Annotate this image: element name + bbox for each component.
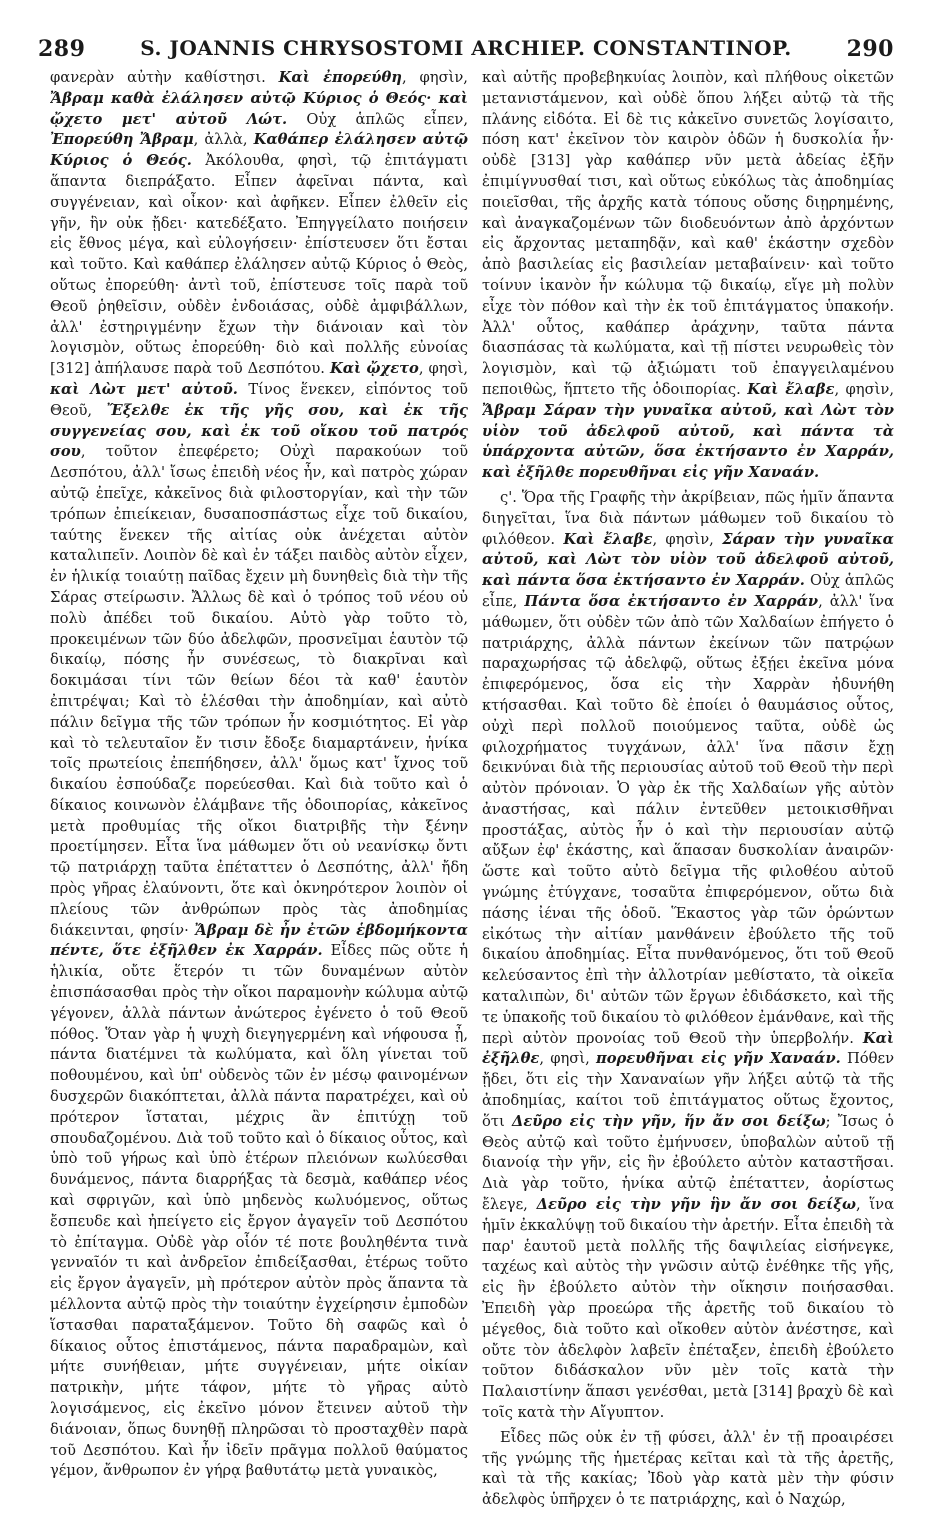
scripture-quote: Καθάπερ ἐλάλησεν αὐτῷ Κύριος ὁ Θεός. <box>50 131 468 170</box>
body-text: , ἀλλὰ, <box>193 131 254 149</box>
scripture-quote: Ἄβραμ δὲ ἦν ἐτῶν ἑβδομήκοντα πέντε, ὅτε ἐξῆλθεν ἐκ Χαρράν. <box>50 921 468 960</box>
body-text: Ἀκόλουθα, φησὶ, τῷ ἐπιτάγματι ἅπαντα διεπράξατο. Εἶπεν ἀφεῖναι πάντα, καὶ συγγένειαν, καὶ οἶκον· καὶ ἀφῆκεν. Εἶπεν ἐλθεῖν εἰς γῆν, ἣν οὐκ ᾔδει· κατεδέξατο. Ἐπηγγείλατο ποιήσειν εἰς ἔθνος μέγα, καὶ εὐλογήσειν· ἐπίστευσεν ὅτι ἔσται καὶ τοῦτο. Καὶ καθάπερ ἐλάλησεν αὐτῷ Κύριος ὁ Θεὸς, οὕτως ἐπορεύθη· ἀντὶ τοῦ, ἐπίστευσε τοῖς παρὰ τοῦ Θεοῦ ῥηθεῖσιν, οὐδὲν ἐνδοιάσας, οὐδὲ ἀμφιβάλλων, ἀλλ' ἐστηριγμένην ἔχων τὴν διάνοιαν καὶ τὸν λογισμὸν, οὕτως ἐπορεύθη· διὸ καὶ πολλῆς εὐνοίας [312] ἀπήλαυσε παρὰ τοῦ Δεσπότου. <box>50 152 468 378</box>
running-header <box>38 36 894 62</box>
left-column <box>50 68 468 1528</box>
scripture-quote: Ἄβραμ καθὰ ἐλάλησεν αὐτῷ Κύριος ὁ Θεός· καὶ ᾤχετο μετ' αὐτοῦ Λώτ. <box>50 89 468 128</box>
body-text: Εἶδες πῶς οὔτε ἡ ἡλικία, οὔτε ἕτερόν τι τῶν δυναμένων αὐτὸν ἐπισπάσασθαι πρὸς τὴν οἴκοι παραμονὴν κώλυμα αὐτῷ γέγονεν, ἀλλὰ πάντων ἀνώτερος ἐγένετο ὁ τοῦ Θεοῦ πόθος. Ὅταν γὰρ ἡ ψυχὴ διεγηγερμένη καὶ νήφουσα ᾖ, πάντα διατέμνει τὰ κωλύματα, καὶ ὅλη γίνεται τοῦ ποθουμένου, καὶ ὑπ' οὐδενὸς τῶν ἐν μέσῳ φαινομένων δυσχερῶν διακόπτεται, ἀλλὰ πάντα παρατρέχει, καὶ οὐ πρότερον ἵσταται, μέχρις ἂν ἐπιτύχῃ τοῦ σπουδαζομένου. Διὰ τοῦ τοῦτο καὶ ὁ δίκαιος οὗτος, καὶ ὑπὸ τοῦ γήρως καὶ ὑπὸ ἑτέρων πλειόνων κωλύεσθαι δυνάμενος, πάντα διαρρήξας τὰ δεσμὰ, καθάπερ νέος καὶ σφριγῶν, καὶ ὑπὸ μηδενὸς κωλυόμενος, οὕτως ἔσπευδε καὶ ἠπείγετο εἰς ἔργον ἀγαγεῖν τοῦ Δεσπότου τὸ ἐπίταγμα. Οὐδὲ γὰρ οἷόν τέ ποτε βουληθέντα τινὰ γενναῖόν τι καὶ ἀνδρεῖον ἐπιδείξασθαι, ἑτέρως τοῦτο εἰς ἔργον ἀγαγεῖν, μὴ πρότερον αὐτὸν πρὸς ἅπαντα τὰ μέλλοντα αὐτῷ πρὸς τὴν τοιαύτην ἐγχείρησιν ἐμποδὼν ἵστασθαι παραταξάμενον. Τοῦτο δὴ σαφῶς καὶ ὁ δίκαιος οὗτος ἐπιστάμενος, πάντα παραδραμὼν, καὶ μήτε συνήθειαν, μήτε συγγένειαν, μήτε οἰκίαν πατρικὴν, μήτε τάφον, μήτε τὸ γῆρας αὐτὸ λογισάμενος, εἰς ἐκεῖνο μόνον ἔτεινεν αὐτοῦ τὴν διάνοιαν, ὅπως δυνηθῇ πληρῶσαι τὸ προσταχθὲν παρὰ τοῦ Δεσπότου. Καὶ ἦν ἰδεῖν πρᾶγμα πολλοῦ θαύματος γέμον, ἄνθρωπον ἐν γήρᾳ βαθυτάτῳ μετὰ γυναικὸς, <box>50 942 468 1480</box>
page-number-right: 290 <box>846 36 894 62</box>
paragraph <box>482 68 894 484</box>
scripture-quote: καὶ Λὼτ μετ' αὐτοῦ. <box>50 380 238 398</box>
body-text: καὶ αὐτῆς προβεβηκυίας λοιπὸν, καὶ πλήθους οἰκετῶν μετανιστάμενον, καὶ οὐδὲ ὅπου λήξει αὐτῷ τὰ τῆς πλάνης εἰδότα. Εἰ δὲ τις κἀκεῖνο συνετῶς λογίσαιτο, πόση κατ' ἐκεῖνον τὸν καιρὸν ὁδῶν ἡ δυσκολία ἦν· οὐδὲ [313] γὰρ καθάπερ νῦν μετὰ ἀδείας ἐξῆν ἐπιμίγνυσθαί τισι, καὶ οὕτως εὐκόλως τὰς ἀποδημίας ποιεῖσθαι, τῆς ἀρχῆς κατὰ τόπους οὔσης διῃρημένης, καὶ ἀναγκαζομένων τῶν διοδευόντων ἀπὸ ἀρχόντων εἰς ἄρχοντας μεταπηδᾷν, καὶ καθ' ἑκάστην σχεδὸν ἀπὸ βασιλείας εἰς βασιλείαν μεταβαίνειν· καὶ τοῦτο τοίνυν ἱκανὸν ἦν κώλυμα τῷ δικαίῳ, εἴγε μὴ πολὺν εἶχε τὸν πόθον καὶ τὴν ἐκ τοῦ ἐπιτάγματος ὑπακοήν. Ἀλλ' οὗτος, καθάπερ ἀράχνην, ταῦτα πάντα διασπάσας τὰ κωλύματα, καὶ τῇ πίστει νευρωθεὶς τὸν λογισμὸν, καὶ τῷ ἀξιώματι τοῦ ἐπαγγειλαμένου πεποιθὼς, ἥπτετο τῆς ὁδοιπορίας. <box>482 69 894 398</box>
scripture-quote: Σάραν τὴν γυναῖκα αὐτοῦ, καὶ Λὼτ τὸν υἱὸν τοῦ ἀδελφοῦ αὐτοῦ, καὶ πάντα ὅσα ἐκτήσαντο ἐν Χαρράν. <box>482 530 894 590</box>
scripture-quote: Δεῦρο εἰς τὴν γῆν ἣν ἄν σοι δείξω <box>536 1196 856 1214</box>
body-text: , φησὶν, <box>652 530 723 548</box>
scripture-quote: Δεῦρο εἰς τὴν γῆν, ἥν ἄν σοι δείξω <box>511 1112 826 1130</box>
scripture-quote: Καὶ ἐξῆλθε <box>482 1029 894 1068</box>
body-text: , ἵνα ἡμῖν ἐκκαλύψῃ τοῦ δικαίου τὴν ἀρετήν. Εἶτα ἐπειδὴ τὰ παρ' ἑαυτοῦ μετὰ πολλῆς τῆς δαψιλείας εἰσήνεγκε, ταχέως καὶ αὐτὸς τὴν γνῶσιν αὐτῷ ἐνέθηκε τῆς γῆς, εἰς ἣν ἐβούλετο αὐτὸν τὴν οἴκησιν ποιήσασθαι. Ἐπειδὴ γὰρ προεώρα τῆς ἀρετῆς τοῦ δικαίου τὸ μέγεθος, διὰ τοῦτο καὶ οἴκοθεν αὐτὸν ἀνέστησε, καὶ οὔτε τὸν ἀδελφὸν λαβεῖν ἐπέταξεν, ἐπειδὴ ἐβούλετο τοῦτον διδάσκαλον νῦν μὲν τοῖς κατὰ τὴν Παλαιστίνην ἅπασι γενέσθαι, μετὰ [314] βραχὺ δὲ καὶ τοῖς κατὰ τὴν Αἴγυπτον. <box>482 1196 894 1421</box>
body-text: ς'. Ὅρα τῆς Γραφῆς τὴν ἀκρίβειαν, πῶς ἡμῖν ἅπαντα διηγεῖται, ἵνα διὰ πάντων μάθωμεν τοῦ δικαίου τὸ φιλόθεον. <box>482 488 894 548</box>
body-text: , φησὶν, <box>401 69 468 86</box>
body-text: Τίνος ἕνεκεν, εἰπόντος τοῦ Θεοῦ, <box>50 380 468 419</box>
scripture-quote: πορευθῆναι εἰς γῆν Χαναάν. <box>595 1050 841 1068</box>
scripture-quote: Καὶ ᾤχετο <box>329 360 419 378</box>
scripture-quote: Ἔξελθε ἐκ τῆς γῆς σου, καὶ ἐκ τῆς συγγενείας σου, καὶ ἐκ τοῦ οἴκου τοῦ πατρός σου <box>50 401 468 461</box>
scripture-quote: Πάντα ὅσα ἐκτήσαντο ἐν Χαρράν <box>524 592 819 610</box>
body-text: Πόθεν ᾔδει, ὅτι εἰς τὴν Χαναναίων γῆν λήξει αὐτῷ τὰ τῆς ἀποδημίας, καίτοι τοῦ ἐπιτάγματος οὕτως ἔχοντος, ὅτι <box>482 1050 894 1130</box>
body-text: Οὐχ ἁπλῶς εἶπεν, <box>287 110 468 128</box>
scripture-quote: Ἄβραμ Σάραν τὴν γυναῖκα αὐτοῦ, καὶ Λὼτ τὸν υἱὸν τοῦ ἀδελφοῦ αὐτοῦ, καὶ πάντα τὰ ὑπάρχοντα αὐτῶν, ὅσα ἐκτήσαντο ἐν Χαρράν, καὶ ἐξῆλθε πορευθῆναι εἰς γῆν Χαναάν. <box>482 401 894 482</box>
body-text: ; Ἴσως ὁ Θεὸς αὐτῷ καὶ τοῦτο ἐμήνυσεν, ὑποβαλὼν αὐτοῦ τῇ διανοίᾳ τὴν γῆν, εἰς ἣν ἐβούλετο αὐτὸν καταστῆσαι. Διὰ γὰρ τοῦτο, ἡνίκα αὐτῷ ἐπέταττεν, ἀορίστως ἔλεγε, <box>482 1112 894 1214</box>
scripture-quote: Ἐπορεύθη Ἄβραμ <box>50 131 194 149</box>
body-text: φανερὰν αὐτὴν καθίστησι. <box>50 69 279 86</box>
body-text: , ἀλλ' ἵνα μάθωμεν, ὅτι οὐδὲν τῶν ἀπὸ τῶν Χαλδαίων ἐπήγετο ὁ πατριάρχης, ἀλλὰ πάντων ἐκείνων τῶν πατρῴων παραχωρήσας τῷ ἀδελφῷ, οὕτως ἐξῄει ἐκεῖνα μόνα ἐπιφερόμενος, ὅσα εἰς τὴν Χαρρὰν ἠδυνήθη κτήσασθαι. Καὶ τοῦτο δὲ ἐποίει ὁ θαυμάσιος οὗτος, οὐχὶ περὶ πολλοῦ ποιούμενος ταῦτα, οὐδὲ ὡς φιλοχρήματος τυγχάνων, ἀλλ' ἵνα πᾶσιν ἔχῃ δεικνύναι διὰ τῆς περιουσίας αὐτοῦ τοῦ Θεοῦ τὴν περὶ αὐτὸν πρόνοιαν. Ὁ γὰρ ἐκ τῆς Χαλδαίων γῆς αὐτὸν ἀναστήσας, καὶ πάλιν ἐντεῦθεν μετοικισθῆναι προστάξας, αὐτὸς ἦν ὁ καὶ τὴν περιουσίαν αὐτῷ αὔξων ἐφ' ἑκάστης, καὶ ἅπασαν δυσκολίαν ἀναιρῶν· ὥστε καὶ τοῦτο αὐτὸ δεῖγμα τῆς φιλοθέου αὐτοῦ γνώμης ἐτύγχανε, τοσαῦτα ἐπιφερόμενον, οὕτω διὰ πάσης ἰέναι τῆς ὁδοῦ. Ἕκαστος γὰρ τῶν ὁρώντων εἰκότως τὴν αἰτίαν μανθάνειν ἐβούλετο τῆς τοῦ δικαίου ἀποδημίας. Εἶτα πυνθανόμενος, ὅτι τοῦ Θεοῦ κελεύσαντος ἐπὶ τὴν ἀλλοτρίαν μεθίστατο, τὰ οἰκεῖα καταλιπὼν, δι' αὐτῶν τῶν ἔργων ἐδιδάσκετο, καὶ τῆς τε ὑπακοῆς τοῦ δικαίου τὸ φιλόθεον ἐμάνθανε, καὶ τῆς περὶ αὐτὸν προνοίας τοῦ Θεοῦ τὴν ὑπερβολήν. <box>482 592 894 1047</box>
running-title: S. JOANNIS CHRYSOSTOMI ARCHIEP. CONSTANTINOP. <box>140 36 792 60</box>
scripture-quote: Καὶ ἔλαβε <box>747 380 835 398</box>
body-text: , τοῦτον ἐπεφέρετο; Οὐχὶ παρακούων τοῦ Δεσπότου, ἀλλ' ἴσως ἐπειδὴ νέος ἦν, καὶ πατρὸς χώραν αὐτῷ ἐπεῖχε, κἀκεῖνος διὰ φιλοστοργίαν, καὶ τὴν τῶν τρόπων ἐπιείκειαν, δυσαποσπάστως εἶχε τοῦ δικαίου, ταύτης ἕνεκεν τῆς αἰτίας οὐκ ἀνέχεται αὐτὸν καταλιπεῖν. Λοιπὸν δὲ καὶ ἐν τάξει παιδὸς αὐτὸν εἶχεν, ἐν ἡλικίᾳ τοιαύτῃ παῖδας ἔχειν μὴ δυνηθεὶς διὰ τὴν τῆς Σάρας στείρωσιν. Ἄλλως δὲ καὶ ὁ τρόπος τοῦ νέου οὐ πολὺ ἀπέδει τοῦ δικαίου. Αὐτὸ γὰρ τοῦτο τὸ, προκειμένων τῶν δύο ἀδελφῶν, προσνεῖμαι ἑαυτὸν τῷ δικαίῳ, πόσης ἦν συνέσεως, τὸ διακρῖναι καὶ δοκιμάσαι τίνι τῶν θείων δέοι τὰ καθ' ἑαυτὸν ἐπιτρέψαι; Καὶ τὸ ἑλέσθαι τὴν ἀποδημίαν, καὶ αὐτὸ πάλιν δεῖγμα τῆς τῶν τρόπων ἦν κοσμιότητος. Εἰ γὰρ καὶ τὸ τελευταῖον ἔν τισιν ἔδοξε διαμαρτάνειν, ἡνίκα τοῖς πρωτείοις ἐπεπήδησεν, ἀλλ' ὅμως κατ' ἴχνος τοῦ δικαίου ἐσπούδαζε πορεύεσθαι. Καὶ διὰ τοῦτο καὶ ὁ δίκαιος κοινωνὸν ἐλάμβανε τῆς ὁδοιπορίας, κἀκεῖνος μετὰ προθυμίας τῆς οἴκοι διατριβῆς τὴν ξένην προετίμησεν. Εἶτα ἵνα μάθωμεν ὅτι οὐ νεανίσκῳ ὄντι τῷ πατριάρχῃ ταῦτα ἐπέταττεν ὁ Δεσπότης, ἀλλ' ἤδη πρὸς γῆρας ἐλαύνοντι, ὅτε καὶ ὀκνηρότερον λοιπὸν οἱ πλείους τῶν ἀνθρώπων πρὸς τὰς ἀποδημίας διάκεινται, φησίν· <box>50 443 468 939</box>
body-text: , φησὶ, <box>418 360 468 378</box>
paragraph <box>50 68 468 1482</box>
scripture-quote: Καὶ ἔλαβε <box>563 530 653 548</box>
body-text: , φησὶν, <box>834 380 894 398</box>
right-column <box>482 68 894 1528</box>
body-text: Οὐχ ἁπλῶς εἶπε, <box>482 572 894 610</box>
paragraph <box>482 488 894 1424</box>
paragraph <box>482 1428 894 1511</box>
page-number-left: 289 <box>38 36 86 62</box>
scripture-quote: Καὶ ἐπορεύθη <box>278 69 402 86</box>
body-text: , φησὶ, <box>539 1050 596 1068</box>
body-text: Εἶδες πῶς οὐκ ἐν τῇ φύσει, ἀλλ' ἐν τῇ προαιρέσει τῆς γνώμης τῆς ἡμετέρας κεῖται καὶ τὰ τῆς ἀρετῆς, καὶ τὰ τῆς κακίας; Ἰδοὺ γὰρ κατὰ μὲν τὴν φύσιν ἀδελφὸς ὑπῆρχεν ὁ τε πατριάρχης, καὶ ὁ Ναχώρ, <box>482 1428 894 1509</box>
